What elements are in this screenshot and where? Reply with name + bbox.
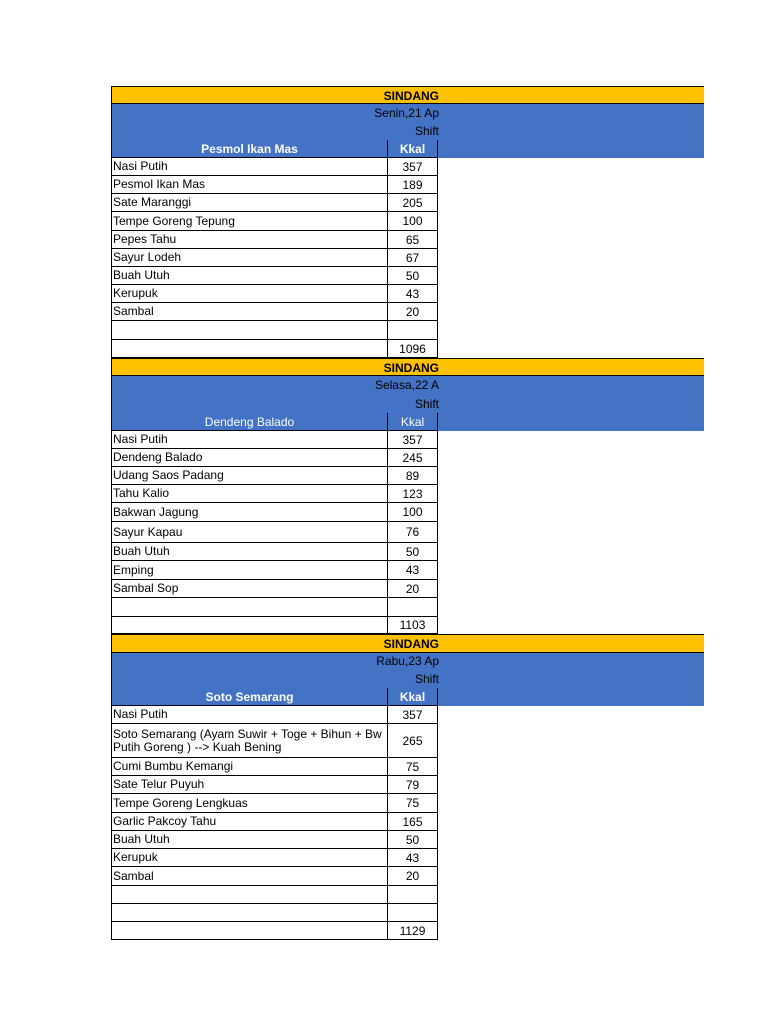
item-kkal: 76 [388,522,438,543]
header-row [111,413,704,431]
date-label: Selasa,22 A [374,378,439,392]
table-row [111,776,704,794]
header-fill [438,140,704,158]
table-row [111,831,704,849]
table-row [111,321,704,340]
table-row [111,561,704,580]
item-name: Pepes Tahu [111,231,388,249]
item-name [111,886,388,904]
table-row [111,543,704,561]
item-kkal: 75 [388,758,438,776]
item-name: Sambal Sop [111,580,388,598]
item-kkal: 100 [388,503,438,522]
item-kkal: 189 [388,176,438,194]
item-kkal: 123 [388,485,438,503]
item-name: Sayur Kapau [111,522,388,543]
item-kkal: 20 [388,303,438,321]
item-name: Soto Semarang (Ayam Suwir + Toge + Bihun + Bw Putih Goreng ) --> Kuah Bening [111,724,388,758]
item-name: Sambal [111,303,388,321]
item-kkal: 50 [388,543,438,561]
item-name: Kerupuk [111,285,388,303]
item-kkal: 67 [388,249,438,267]
section-title-row [111,634,704,653]
table-row [111,849,704,867]
section-title-row [111,86,704,104]
kkal-header: Kkal [388,413,438,431]
total-row [111,617,704,634]
total-kkal: 1096 [388,340,438,358]
table-row [111,449,704,467]
header-fill [438,413,704,431]
item-kkal: 79 [388,776,438,794]
item-kkal: 43 [388,849,438,867]
total-kkal: 1129 [388,922,438,940]
table-row [111,580,704,598]
table-row [111,231,704,249]
item-name: Cumi Bumbu Kemangi [111,758,388,776]
item-kkal [388,904,438,922]
header-row [111,688,704,706]
section-title-row [111,358,704,376]
table-row [111,267,704,285]
item-name [111,904,388,922]
menu-header: Dendeng Balado [111,413,388,431]
item-name: Buah Utuh [111,831,388,849]
table-row [111,706,704,724]
item-name: Sate Telur Puyuh [111,776,388,794]
table-row [111,303,704,321]
item-name: Nasi Putih [111,431,388,449]
header-fill [438,688,704,706]
section-title: SINDANG [383,361,439,375]
item-kkal: 205 [388,194,438,212]
item-kkal: 65 [388,231,438,249]
table-row [111,212,704,231]
shift-row [111,670,704,688]
item-name: Sate Maranggi [111,194,388,212]
table-row [111,285,704,303]
total-label-cell [111,922,388,940]
item-name: Nasi Putih [111,158,388,176]
shift-label: Shift [414,672,439,686]
item-name: Emping [111,561,388,580]
shift-label: Shift [414,124,439,138]
menu-section [111,358,704,634]
kkal-header: Kkal [388,688,438,706]
date-label: Senin,21 Ap [374,106,439,120]
item-kkal: 357 [388,158,438,176]
item-name: Sambal [111,867,388,886]
item-name: Sayur Lodeh [111,249,388,267]
table-row [111,758,704,776]
table-row [111,194,704,212]
item-kkal: 100 [388,212,438,231]
total-label-cell [111,340,388,358]
item-kkal: 50 [388,267,438,285]
date-row [111,653,704,670]
section-title: SINDANG [383,89,439,103]
item-name: Tempe Goreng Tepung [111,212,388,231]
table-row [111,467,704,485]
table-row [111,724,704,758]
item-kkal: 89 [388,467,438,485]
total-label-cell [111,617,388,634]
item-kkal: 20 [388,867,438,886]
item-name: Pesmol Ikan Mas [111,176,388,194]
total-kkal: 1103 [388,617,438,634]
table-row [111,176,704,194]
item-kkal: 20 [388,580,438,598]
item-kkal: 165 [388,813,438,831]
item-name: Garlic Pakcoy Tahu [111,813,388,831]
item-name [111,321,388,340]
item-name [111,598,388,617]
item-kkal [388,886,438,904]
item-kkal [388,598,438,617]
section-title: SINDANG [383,637,439,651]
shift-label: Shift [414,397,439,411]
shift-row [111,122,704,140]
table-row [111,485,704,503]
header-row [111,140,704,158]
item-name: Kerupuk [111,849,388,867]
table-row [111,522,704,543]
item-name: Buah Utuh [111,267,388,285]
date-row [111,376,704,395]
spreadsheet [111,86,704,940]
table-row [111,794,704,813]
item-kkal: 357 [388,706,438,724]
date-row [111,104,704,122]
total-row [111,922,704,940]
item-kkal: 50 [388,831,438,849]
item-kkal [388,321,438,340]
kkal-header: Kkal [388,140,438,158]
table-row [111,867,704,886]
table-row [111,598,704,617]
item-name: Buah Utuh [111,543,388,561]
table-row [111,886,704,904]
table-row [111,158,704,176]
item-kkal: 43 [388,285,438,303]
table-row [111,431,704,449]
item-name: Tempe Goreng Lengkuas [111,794,388,813]
menu-section [111,86,704,358]
menu-section [111,634,704,940]
shift-row [111,395,704,413]
item-kkal: 245 [388,449,438,467]
item-name: Nasi Putih [111,706,388,724]
item-kkal: 265 [388,724,438,758]
date-label: Rabu,23 Ap [376,654,439,668]
table-row [111,249,704,267]
item-name: Udang Saos Padang [111,467,388,485]
item-name: Dendeng Balado [111,449,388,467]
menu-header: Pesmol Ikan Mas [111,140,388,158]
menu-header: Soto Semarang [111,688,388,706]
total-row [111,340,704,358]
item-kkal: 75 [388,794,438,813]
item-kkal: 357 [388,431,438,449]
table-row [111,503,704,522]
item-name: Bakwan Jagung [111,503,388,522]
table-row [111,904,704,922]
item-kkal: 43 [388,561,438,580]
item-name: Tahu Kalio [111,485,388,503]
table-row [111,813,704,831]
